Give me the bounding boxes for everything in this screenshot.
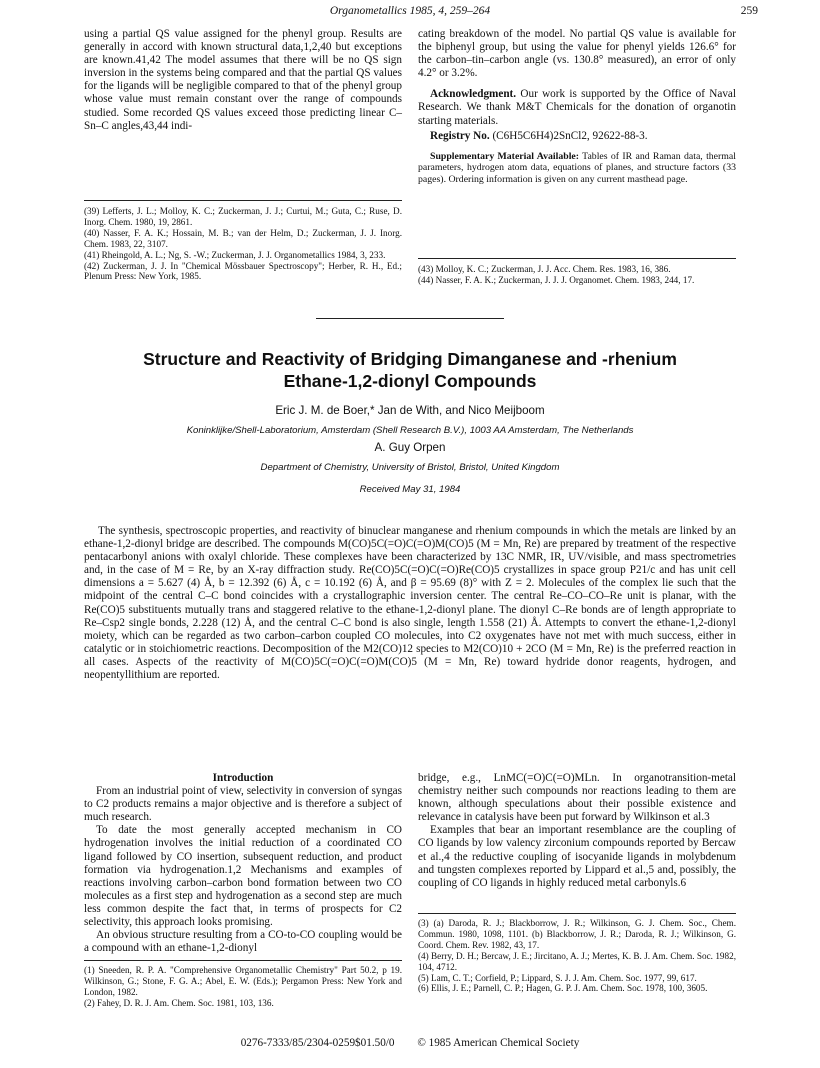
acknowledgment-paragraph (418, 88, 736, 127)
authors: Eric J. M. de Boer,* Jan de With, and Nico Meijboom (275, 404, 545, 417)
prev-article-left-column (84, 28, 402, 133)
prev-article-right-text: cating breakdown of the model. No partial QS value is available for the biphenyl group, but using the value for phenyl yields 126.6° for the carbon–tin–carbon angle (vs. 130.8° measured), an error of only 4.2° or 3.2%. (418, 28, 736, 80)
registry-text: (C6H5C6H4)2SnCl2, 92622-88-3. (489, 129, 648, 142)
abstract (84, 525, 736, 682)
intro-right-column (418, 772, 736, 890)
page-footer (0, 1037, 820, 1049)
received-date: Received May 31, 1984 (359, 484, 461, 495)
running-header: Organometallics 1985, 4, 259–264 (329, 5, 491, 17)
abstract-text: The synthesis, spectroscopic properties, and reactivity of binuclear manganese and rhenium compounds in which the metals are linked by an ethane-1,2-dionyl bridge are described. The compounds M(CO)5C(=O)C(=O)M(CO)5 (M = Mn, Re) are prepared by treatment of the respective pentacarbonyl anions with oxalyl chloride. These complexes have been characterized by 13C NMR, IR, UV/visible, and mass spectrometries and, in the case of M = Re, by an X-ray diffraction study. Re(CO)5C(=O)C(=O)Re(CO)5 crystallizes in space group P21/c and has unit cell dimensions a = 5.627 (4) Å, b = 12.392 (6) Å, c = 10.192 (6) Å, and β = 95.69 (8)° with Z = 2. Molecules of the complex lie such that the midpoint of the central C–C bond coincides with a crystallographic inversion center. The central Re–CO–CO–Re unit is planar, with the Re(CO)5 substituents mutually trans and staggered relative to the ethane-1,2-dionyl plane. The dionyl C–Re bonds are of length appropriate to Re–Csp2 single bonds, 2.228 (12) Å, and the central C–C bond is also single, length 1.558 (21) Å. Attempts to convert the ethane-1,2-dionyl moiety, which can be regarded as two carbon–carbon coupled CO molecules, into C2 oxygenates have not met with much success, either in catalytic or in stoichiometric reactions. Decomposition of the M2(CO)12 species to M2(CO)10 + 2CO (M = Mn, Re) is the preferred reaction in all cases. Aspects of the reactivity of M(CO)5C(=O)C(=O)M(CO)5 (M = Mn, Re) toward hydride donor reagents, hydrogen, and neopentyllithium are reported. (84, 525, 736, 682)
supplementary-label: Supplementary Material Available: (430, 150, 580, 162)
acknowledgment-label: Acknowledgment. (430, 88, 517, 101)
reference-44: (44) Nasser, F. A. K.; Zuckerman, J. J. J. Organomet. Chem. 1983, 244, 17. (418, 274, 695, 285)
supplementary-paragraph (418, 151, 736, 186)
reference-1: (1) Sneeden, R. P. A. "Comprehensive Organometallic Chemistry" Part 50.2, p 19. Wilkinson, G.; Stone, F. G. A.; Abel, E. W. (Eds.); Pergamon Press: New York and London, 1982. (84, 965, 402, 997)
reference-42: (42) Zuckerman, J. J. In "Chemical Mössbauer Spectroscopy"; Herber, R. H., Ed.; Plenum Press: New York, 1985. (84, 260, 402, 282)
article-references-right (418, 918, 736, 994)
article-footnote-rule-left (84, 960, 402, 961)
reference-6: (6) Ellis, J. E.; Parnell, C. P.; Hagen, G. P. J. Am. Chem. Soc. 1978, 100, 3605. (418, 983, 708, 994)
affiliation-2: Department of Chemistry, University of Bristol, Bristol, United Kingdom (260, 462, 560, 473)
author-2: A. Guy Orpen (374, 441, 446, 454)
intro-paragraph-2: To date the most generally accepted mechanism in CO hydrogenation involves the initial reduction of a coordinated CO ligand followed by CO insertion, subsequent reduction, and product formation via hydrogenation.1,2 Mechanisms and examples of reactions involving carbon–carbon bond formation between two CO molecules as a first step and hydrogenation as a second step are much less common despite the fact that, in terms of prospects for C2 selectivity, this approach looks promising. (84, 824, 402, 929)
reference-43: (43) Molloy, K. C.; Zuckerman, J. J. Acc. Chem. Res. 1983, 16, 386. (418, 264, 671, 274)
intro-heading: Introduction (212, 772, 274, 784)
acknowledgment-text: Our work is supported by the Office of Naval Research. We thank M&T Chemicals for the donation of organotin starting materials. (418, 88, 736, 127)
intro-paragraph-5: Examples that bear an important resemblance are the coupling of CO ligands by low valency zirconium compounds reported by Bercaw et al.,4 the reductive coupling of isocyanide ligands in molybdenum and tungsten complexes reported by Lippard et al.,5 and, possibly, the coupling of CO ligands in highly reduced metal carbonyls.6 (418, 824, 736, 889)
reference-5: (5) Lam, C. T.; Corfield, P.; Lippard, S. J. J. Am. Chem. Soc. 1977, 99, 617. (418, 972, 697, 983)
intro-left-column (84, 772, 402, 955)
page-number: 259 (740, 5, 758, 17)
intro-paragraph-1: From an industrial point of view, selectivity in conversion of syngas to C2 products remains a major objective and is therefore a subject of much research. (84, 785, 402, 824)
footer-copyright: © 1985 American Chemical Society (417, 1037, 580, 1049)
article-footnote-rule-right (418, 913, 736, 914)
reference-40: (40) Nasser, F. A. K.; Hossain, M. B.; van der Helm, D.; Zuckerman, J. J. Inorg. Chem. 1983, 22, 3107. (84, 227, 402, 249)
article-title (70, 348, 750, 392)
reference-39: (39) Lefferts, J. L.; Molloy, K. C.; Zuckerman, J. J.; Curtui, M.; Guta, C.; Ruse, D. Inorg. Chem. 1980, 19, 2861. (84, 206, 402, 227)
intro-paragraph-3: An obvious structure resulting from a CO-to-CO coupling would be a compound with an ethane-1,2-dionyl (84, 929, 402, 955)
article-separator (316, 318, 504, 319)
reference-4: (4) Berry, D. H.; Bercaw, J. E.; Jircitano, A. J.; Mertes, K. B. J. Am. Chem. Soc. 1982, 104, 4712. (418, 950, 736, 972)
footnote-rule-right (418, 258, 736, 259)
reference-2: (2) Fahey, D. R. J. Am. Chem. Soc. 1981, 103, 136. (84, 997, 274, 1008)
affiliation-1: Koninklijke/Shell-Laboratorium, Amsterdam (Shell Research B.V.), 1003 AA Amsterdam, The Netherlands (186, 425, 634, 436)
article-references-left (84, 965, 402, 1009)
prev-references-left (84, 206, 402, 282)
title-line-1: Structure and Reactivity of Bridging Dimanganese and -rhenium (143, 349, 677, 369)
reference-41: (41) Rheingold, A. L.; Ng, S. -W.; Zuckerman, J. J. Organometallics 1984, 3, 233. (84, 249, 386, 260)
reference-3: (3) (a) Daroda, R. J.; Blackborrow, J. R.; Wilkinson, G. J. Chem. Soc., Chem. Commun. 1980, 1098, 1101. (b) Blackborrow, J. R.; Daroda, R. J.; Wilkinson, G. Coord. Chem. Rev. 1982, 43, 17. (418, 918, 736, 950)
prev-references-right (418, 264, 736, 286)
footnote-rule-left (84, 200, 402, 201)
registry-label: Registry No. (430, 129, 490, 142)
title-line-2: Ethane-1,2-dionyl Compounds (283, 371, 537, 391)
supplementary-text: Tables of IR and Raman data, thermal parameters, hydrogen atom data, equations of planes, and structure factors (33 pages). Ordering information is given on any current masthead page. (418, 150, 736, 185)
prev-article-left-text: using a partial QS value assigned for the phenyl group. Results are generally in accord with known structural data,1,2,40 but exceptions are known.41,42 The model assumes that there will be no QS sign inversion in the systems being compared and that the partial QS values for the ligands will be negligible compared to that of the phenyl group whose value must remain constant over the range of compounds studied. Some recorded QS values exceed those predicting linear C–Sn–C angles,43,44 indi- (84, 28, 402, 132)
prev-article-right-column (418, 28, 736, 186)
footer-code: 0276-7333/85/2304-0259$01.50/0 (240, 1037, 395, 1049)
intro-paragraph-4: bridge, e.g., LnMC(=O)C(=O)MLn. In organotransition-metal chemistry neither such compounds nor reactions leading to them are known, although speculations about their possible existence and relevance in catalysis have been put forward by Wilkinson et al.3 (418, 772, 736, 824)
registry-paragraph (418, 130, 736, 143)
